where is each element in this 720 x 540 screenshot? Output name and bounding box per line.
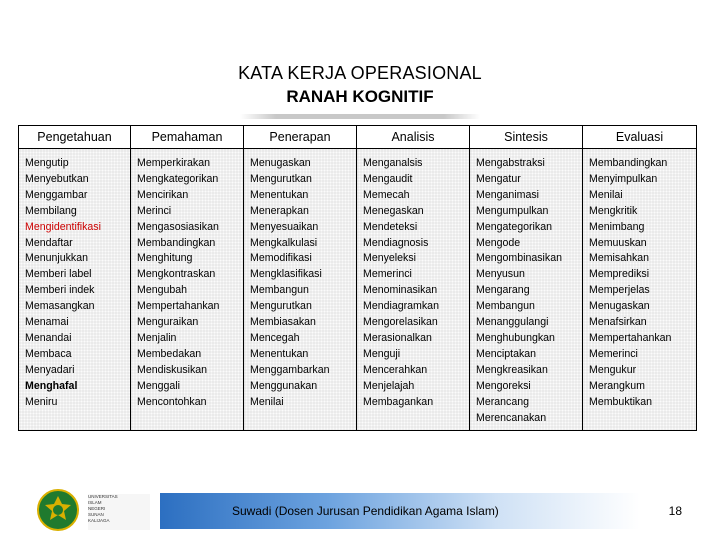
list-item: Memecah bbox=[363, 188, 410, 201]
table-row bbox=[19, 149, 697, 431]
list-item: Mengubah bbox=[137, 284, 188, 297]
list-item: Menggambarkan bbox=[250, 363, 330, 376]
list-item: Mengatur bbox=[476, 172, 521, 185]
list-item: Mengklasifikasi bbox=[250, 268, 322, 281]
list-item: Mencirikan bbox=[137, 188, 189, 201]
list-item: Menamai bbox=[25, 316, 69, 329]
university-name bbox=[88, 494, 150, 530]
list-item: Menguji bbox=[363, 347, 401, 360]
column-header-evaluasi: Evaluasi bbox=[583, 126, 697, 149]
list-item: Merasionalkan bbox=[363, 331, 432, 344]
list-item: Mempertahankan bbox=[589, 331, 672, 344]
list-item: Membagankan bbox=[363, 395, 434, 408]
list-item: Mencontohkan bbox=[137, 395, 207, 408]
list-item: Membandingkan bbox=[137, 236, 216, 249]
list-item: Menghitung bbox=[137, 252, 193, 265]
list-item: Menentukan bbox=[250, 347, 309, 360]
list-item: Menganalsis bbox=[363, 157, 423, 169]
title-block bbox=[0, 62, 720, 108]
list-item: Mengurutkan bbox=[250, 300, 312, 313]
list-item: Merencanakan bbox=[476, 411, 547, 424]
list-item: Mengabstraksi bbox=[476, 157, 545, 169]
list-item: Menilai bbox=[250, 395, 284, 408]
list-item: Memberi label bbox=[25, 268, 92, 281]
list-item: Menyimpulkan bbox=[589, 172, 658, 185]
verb-table-container bbox=[18, 125, 696, 431]
list-item: Membilang bbox=[25, 204, 77, 217]
list-item: Memuuskan bbox=[589, 236, 647, 249]
list-item: Menilai bbox=[589, 188, 623, 201]
list-item: Mendaftar bbox=[25, 236, 73, 249]
list-item: Mengkritik bbox=[589, 204, 638, 217]
list-item: Menugaskan bbox=[589, 300, 650, 313]
list-item: Mengoreksi bbox=[476, 379, 531, 392]
university-logo-icon bbox=[36, 488, 80, 532]
list-item: Mendeteksi bbox=[363, 220, 418, 233]
list-item: Mengidentifikasi bbox=[25, 220, 101, 233]
list-item: Menyadari bbox=[25, 363, 75, 376]
list-item: Membuktikan bbox=[589, 395, 652, 408]
list-item: Membedakan bbox=[137, 347, 202, 360]
list-item: Menominasikan bbox=[363, 284, 438, 297]
list-item: Menciptakan bbox=[476, 347, 537, 360]
list-item: Membiasakan bbox=[250, 316, 316, 329]
logo-text-line: KALIJAGA bbox=[88, 518, 110, 523]
list-item: Membangun bbox=[250, 284, 309, 297]
list-item: Membaca bbox=[25, 347, 72, 360]
table-header-row bbox=[19, 126, 697, 149]
list-item: Memprediksi bbox=[589, 268, 650, 281]
list-item: Menyeleksi bbox=[363, 252, 416, 265]
list-item: Merancang bbox=[476, 395, 529, 408]
list-item: Menyebutkan bbox=[25, 172, 89, 185]
column-header-sintesis: Sintesis bbox=[470, 126, 583, 149]
verb-column-analisis bbox=[357, 149, 470, 431]
column-header-pengetahuan: Pengetahuan bbox=[19, 126, 131, 149]
list-item: Membandingkan bbox=[589, 157, 668, 169]
list-item: Mengombinasikan bbox=[476, 252, 562, 265]
list-item: Menjelajah bbox=[363, 379, 415, 392]
list-item: Meniru bbox=[25, 395, 58, 408]
list-item: Mendiagramkan bbox=[363, 300, 439, 313]
verb-column-pemahaman bbox=[131, 149, 244, 431]
list-item: Menggunakan bbox=[250, 379, 318, 392]
list-item: Mengkalkulasi bbox=[250, 236, 318, 249]
list-item: Memerinci bbox=[363, 268, 412, 281]
column-header-pemahaman: Pemahaman bbox=[131, 126, 244, 149]
verb-column-pengetahuan bbox=[19, 149, 131, 431]
list-item: Mengategorikan bbox=[476, 220, 552, 233]
list-item: Mengkategorikan bbox=[137, 172, 219, 185]
list-item: Merangkum bbox=[589, 379, 645, 392]
list-item: Membangun bbox=[476, 300, 535, 313]
list-item: Mengasosiasikan bbox=[137, 220, 219, 233]
list-item: Mengukur bbox=[589, 363, 637, 376]
list-item: Menanggulangi bbox=[476, 316, 549, 329]
list-item: Menentukan bbox=[250, 188, 309, 201]
list-item: Menjalin bbox=[137, 331, 177, 344]
verb-table bbox=[18, 125, 697, 431]
list-item: Menghubungkan bbox=[476, 331, 555, 344]
list-item: Mengorelasikan bbox=[363, 316, 438, 329]
logo-text-line: ISLAM bbox=[88, 500, 102, 505]
list-item: Mengutip bbox=[25, 157, 69, 169]
list-item: Mengarang bbox=[476, 284, 530, 297]
list-item: Mencerahkan bbox=[363, 363, 428, 376]
list-item: Mengode bbox=[476, 236, 521, 249]
verb-column-evaluasi bbox=[583, 149, 697, 431]
column-header-analisis: Analisis bbox=[357, 126, 470, 149]
list-item: Mempertahankan bbox=[137, 300, 220, 313]
list-item: Menyesuaikan bbox=[250, 220, 319, 233]
title-divider bbox=[240, 114, 480, 119]
footer-author: Suwadi (Dosen Jurusan Pendidikan Agama Islam) bbox=[232, 504, 499, 518]
list-item: Mengkreasikan bbox=[476, 363, 548, 376]
list-item: Mengumpulkan bbox=[476, 204, 549, 217]
list-item: Menguraikan bbox=[137, 316, 199, 329]
logo-text-line: UNIVERSITAS bbox=[88, 494, 118, 499]
list-item: Memisahkan bbox=[589, 252, 650, 265]
page-title: KATA KERJA OPERASIONAL bbox=[238, 63, 482, 83]
list-item: Menugaskan bbox=[250, 157, 311, 169]
list-item: Menandai bbox=[25, 331, 72, 344]
list-item: Memperkirakan bbox=[137, 157, 211, 169]
list-item: Menunjukkan bbox=[25, 252, 89, 265]
list-item: Mendiagnosis bbox=[363, 236, 429, 249]
list-item: Menafsirkan bbox=[589, 316, 647, 329]
list-item: Menimbang bbox=[589, 220, 645, 233]
page-number: 18 bbox=[668, 504, 682, 518]
list-item: Mengaudit bbox=[363, 172, 413, 185]
list-item: Menggali bbox=[137, 379, 180, 392]
list-item: Merinci bbox=[137, 204, 172, 217]
page-subtitle: RANAH KOGNITIF bbox=[286, 87, 434, 106]
list-item: Mendiskusikan bbox=[137, 363, 208, 376]
verb-column-penerapan bbox=[244, 149, 357, 431]
list-item: Mengurutkan bbox=[250, 172, 312, 185]
logo-text-line: NEGERI bbox=[88, 506, 106, 511]
list-item: Menggambar bbox=[25, 188, 88, 201]
list-item: Menyusun bbox=[476, 268, 525, 281]
verb-column-sintesis bbox=[470, 149, 583, 431]
list-item: Menegaskan bbox=[363, 204, 424, 217]
logo-text-line: SUNAN bbox=[88, 512, 104, 517]
list-item: Memerinci bbox=[589, 347, 638, 360]
list-item: Memasangkan bbox=[25, 300, 95, 313]
list-item: Memberi indek bbox=[25, 284, 95, 297]
list-item: Mengkontraskan bbox=[137, 268, 216, 281]
list-item: Menganimasi bbox=[476, 188, 540, 201]
column-header-penerapan: Penerapan bbox=[244, 126, 357, 149]
list-item: Memperjelas bbox=[589, 284, 650, 297]
list-item: Menerapkan bbox=[250, 204, 309, 217]
list-item: Mencegah bbox=[250, 331, 300, 344]
list-item: Memodifikasi bbox=[250, 252, 312, 265]
list-item: Menghafal bbox=[25, 379, 78, 392]
